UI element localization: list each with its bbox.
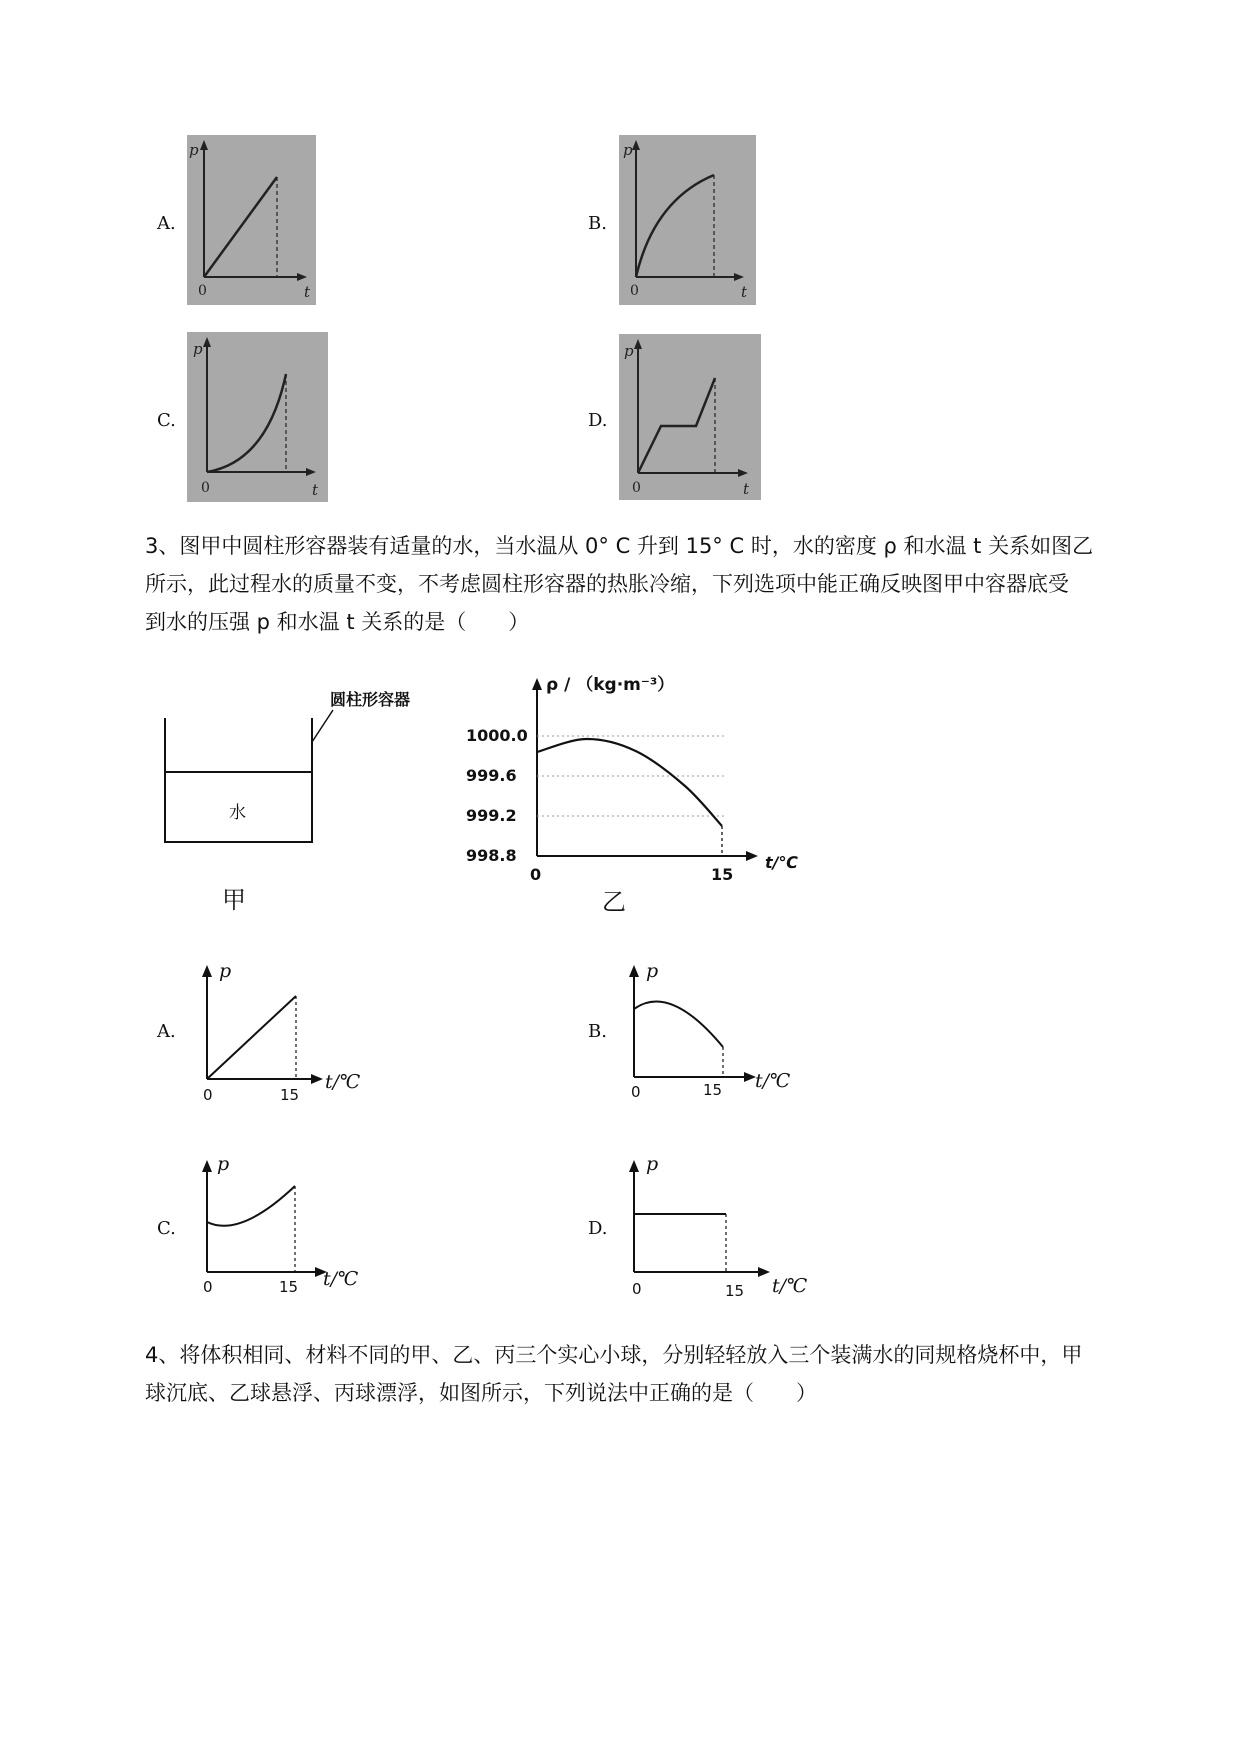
q2a-y-axis-label: p xyxy=(189,141,199,159)
q2a-x-axis-label: t xyxy=(304,283,311,301)
figure-jia-container xyxy=(155,680,455,855)
q2c-y-axis-label: p xyxy=(193,340,203,358)
q3-option-c-graph xyxy=(195,1150,375,1300)
q2-option-b-graph xyxy=(619,135,756,305)
q3-option-b-graph xyxy=(622,955,802,1105)
q3b-y-axis-label: p xyxy=(646,960,659,982)
q3-option-b-label: B. xyxy=(588,1021,607,1042)
q2d-origin: 0 xyxy=(632,480,641,496)
q2b-y-axis-label: p xyxy=(623,141,633,159)
q2-option-c-graph xyxy=(187,332,328,502)
yi-y-axis-label: ρ / （kg·m⁻³） xyxy=(546,675,675,695)
q3-line-3: 到水的压强 p 和水温 t 关系的是（ ） xyxy=(145,610,530,634)
q4-line-1: 4、将体积相同、材料不同的甲、乙、丙三个实心小球，分别轻轻放入三个装满水的同规格烧杯中，甲 xyxy=(145,1343,1083,1367)
figure-yi-caption: 乙 xyxy=(602,888,626,916)
q3c-x-axis-label: t/℃ xyxy=(323,1268,359,1290)
q3d-x-end-tick: 15 xyxy=(725,1282,745,1300)
q3b-x-axis-label: t/℃ xyxy=(755,1070,791,1092)
q3d-origin: 0 xyxy=(632,1280,642,1298)
q3b-origin: 0 xyxy=(631,1083,641,1101)
q3-option-a-label: A. xyxy=(157,1021,176,1042)
q2b-origin: 0 xyxy=(630,283,639,299)
q2-option-d-label: D. xyxy=(588,410,608,431)
q3-line-1: 3、图甲中圆柱形容器装有适量的水，当水温从 0° C 升到 15° C 时，水的密度 ρ 和水温 t 关系如图乙 xyxy=(145,534,1094,558)
q4-line-2: 球沉底、乙球悬浮、丙球漂浮，如图所示，下列说法中正确的是（ ） xyxy=(145,1381,817,1405)
yi-origin: 0 xyxy=(530,865,542,884)
q2-option-b-label: B. xyxy=(588,213,607,234)
q3-option-d-graph xyxy=(622,1150,812,1300)
q2-option-a-graph xyxy=(187,135,316,305)
q3-option-c-label: C. xyxy=(157,1218,176,1239)
q2b-x-axis-label: t xyxy=(741,283,748,301)
q3d-y-axis-label: p xyxy=(646,1153,659,1175)
yi-y-tick-2: 999.6 xyxy=(466,766,517,785)
yi-x-end-tick: 15 xyxy=(711,865,734,884)
yi-y-tick-1: 999.2 xyxy=(466,806,517,825)
q2-option-d-graph xyxy=(619,334,761,500)
q3b-x-end-tick: 15 xyxy=(703,1081,723,1099)
density-curve xyxy=(537,739,722,826)
q3-line-2: 所示，此过程水的质量不变，不考虑圆柱形容器的热胀冷缩，下列选项中能正确反映图甲中容器底受 xyxy=(145,572,1069,596)
q2-option-c-label: C. xyxy=(157,410,176,431)
question-4-text xyxy=(145,1336,1150,1412)
yi-x-axis-label: t/℃ xyxy=(765,853,798,872)
q3a-origin: 0 xyxy=(203,1086,213,1104)
yi-y-tick-3: 1000.0 xyxy=(466,726,528,745)
container-label: 圆柱形容器 xyxy=(330,690,411,709)
q3d-x-axis-label: t/℃ xyxy=(772,1275,808,1297)
q3a-x-axis-label: t/℃ xyxy=(325,1071,361,1093)
q3-option-a-graph xyxy=(195,955,375,1105)
q3-option-d-label: D. xyxy=(588,1218,608,1239)
yi-y-tick-0: 998.8 xyxy=(466,846,517,865)
q2d-y-axis-label: p xyxy=(624,342,634,360)
q3c-x-end-tick: 15 xyxy=(279,1278,299,1296)
q3c-y-axis-label: p xyxy=(217,1153,230,1175)
water-label: 水 xyxy=(229,803,246,823)
q3a-x-end-tick: 15 xyxy=(280,1086,300,1104)
q2d-x-axis-label: t xyxy=(743,480,750,498)
q3a-y-axis-label: p xyxy=(219,960,232,982)
q2c-origin: 0 xyxy=(201,480,210,496)
q2c-x-axis-label: t xyxy=(312,481,319,499)
question-3-text xyxy=(145,527,1150,641)
figure-yi-chart xyxy=(460,670,820,890)
q2-option-a-label: A. xyxy=(157,213,176,234)
figure-jia-caption: 甲 xyxy=(222,886,246,914)
q3c-origin: 0 xyxy=(203,1278,213,1296)
q2a-origin: 0 xyxy=(198,283,207,299)
